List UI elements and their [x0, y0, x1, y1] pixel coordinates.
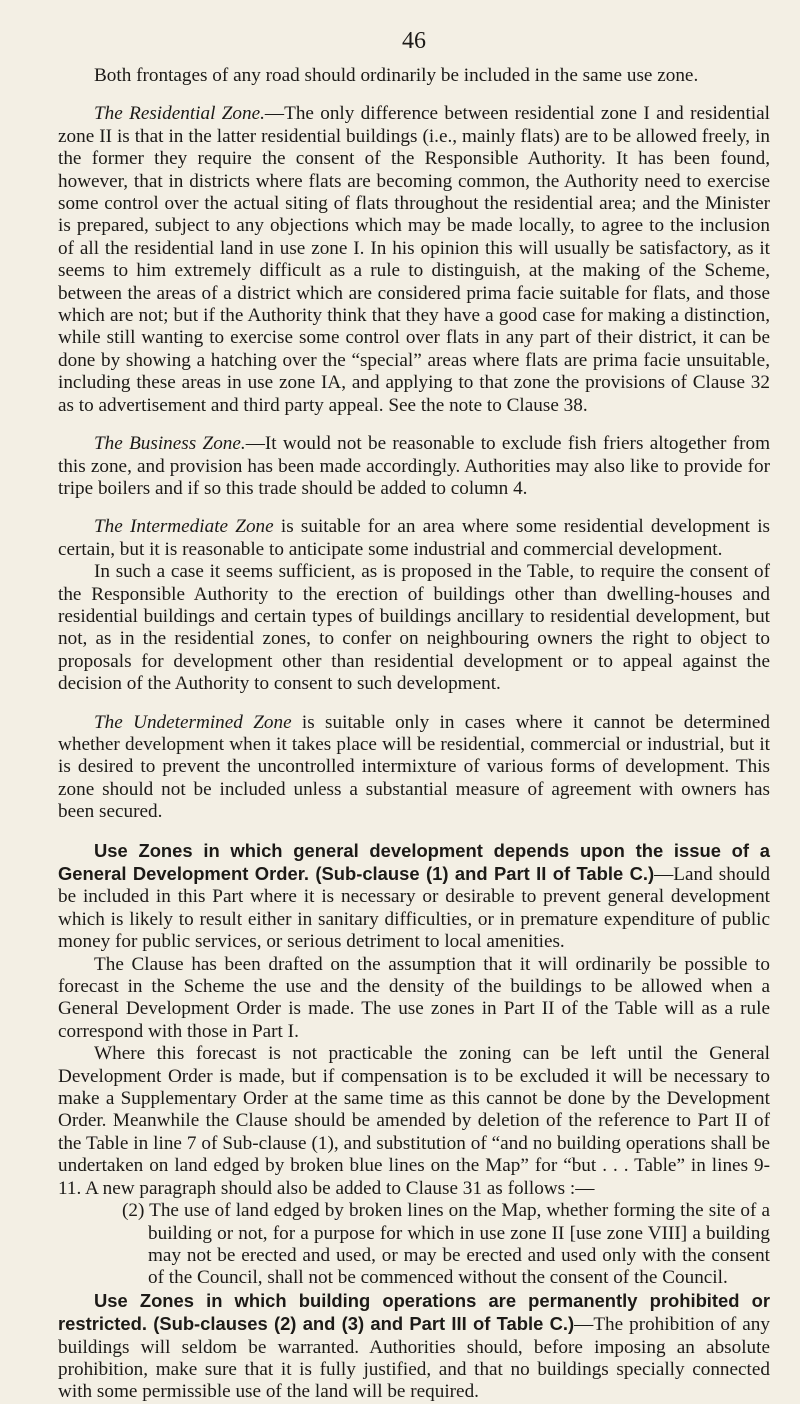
paragraph-forecast: [58, 1043, 770, 1200]
paragraph-title: The Undetermined Zone: [94, 711, 292, 733]
paragraph-title: The Residential Zone.: [94, 103, 265, 125]
paragraph-text: Where this forecast is not practicable the zoning can be left until the General Development Order is made, but if compensation is to be excluded it will be necessary to make a Supplementary Order at the same time as this cannot be done by the Development Order. Meanwhile the Clause should be amended by deletion of the reference to Part II of the Table in line 7 of Sub-clause (1), and substitution of “and no building operations shall be undertaken on land edged by broken blue lines on the Map” for “but . . . Table” in lines 9-11. A new paragraph should also be added to Clause 31 as follows :—: [58, 1043, 770, 1199]
paragraph-intermediate-continued: [58, 561, 770, 695]
paragraph-text: The Clause has been drafted on the assumption that it will ordinarily be possible to forecast in the Scheme the use and the density of the buildings to be allowed when a General Development Order is made. The use zones in Part II of the Table will as a rule correspond with those in Part I.: [58, 953, 770, 1042]
paragraph-prohibited-zones: [58, 1290, 770, 1404]
paragraph-text: is suitable only in cases where it cannot be determined whether development when it takes place will be residential, commercial or industrial, but it is desired to prevent the uncontrolled intermixture of various forms of development. This zone should not be included unless a substantial measure of agreement with owners has been secured.: [58, 711, 770, 823]
paragraph-clause-assumption: [58, 954, 770, 1044]
paragraph-text: In such a case it seems sufficient, as is proposed in the Table, to require the consent of the Responsible Authority to the erection of buildings other than dwelling-houses and residential buildings and certain types of buildings ancillary to residential development, but not, as in the residential zones, to confer on neighbouring owners the right to object to proposals for development other than residential development or to appeal against the decision of the Authority to consent to such development.: [58, 561, 770, 695]
section-heading: Use Zones in which general development depends upon the issue of a General Development Order. (Sub-clause (1) and Part II of Table C.): [58, 839, 770, 884]
paragraph-general-development-order: [58, 840, 770, 954]
paragraph-title: The Intermediate Zone: [94, 516, 274, 538]
paragraph-sub-clause-2: [122, 1200, 770, 1290]
paragraph-text: (2) The use of land edged by broken lines on the Map, whether forming the site of a building or not, for a purpose for which in use zone II [use zone VIII] a building may not be erected and used, or may be erected and used only with the consent of the Council, shall not be commenced without the consent of the Council.: [122, 1200, 770, 1289]
page-number: 46: [402, 28, 426, 54]
paragraph-text: —It would not be reasonable to exclude fish friers altogether from this zone, and provision has been made accordingly. Authorities may also like to provide for tripe boilers and if so this trade should be added to column 4.: [58, 433, 771, 499]
paragraph-text: —The only difference between residential zone I and residential zone II is that in the latter residential buildings (i.e., mainly flats) are to be allowed freely, in the former they require the consent of the Responsible Authority. It has been found, however, that in districts where flats are becoming common, the Authority need to exercise some control over the actual siting of flats throughout the residential area; and the Minister is prepared, subject to any objections which may be made locally, to agree to the inclusion of all the residential land in use zone I. In his opinion this will usually be satisfactory, as it seems to him extremely difficult as a rule to distinguish, at the making of the Scheme, between the areas of a district which are considered prima facie suitable for flats, and those which are not; but if the Authority think that they have a good case for making a distinction, while still wanting to exercise some control over flats in any part of their district, it can be done by showing a hatching over the “special” areas where flats are prima facie unsuitable, including these areas in use zone IA, and applying to that zone the provisions of Clause 32 as to advertisement and third party appeal. See the note to Clause 38.: [58, 103, 771, 416]
paragraph-business-zone: [58, 433, 770, 500]
paragraph-text: —The prohibition of any buildings will seldom be warranted. Authorities should, before imposing an absolute prohibition, make sure that it is fully justified, and that no buildings specially connected with some permissible use of the land will be required.: [58, 1314, 770, 1403]
paragraph-text: —Land should be included in this Part where it is necessary or desirable to prevent general development which is likely to result either in sanitary difficulties, or in premature expenditure of public money for public services, or serious detriment to local amenities.: [58, 864, 770, 953]
paragraph-title: The Business Zone.: [94, 433, 246, 455]
paragraph-frontages: [58, 65, 770, 87]
paragraph-undetermined-zone: [58, 712, 770, 824]
paragraph-intermediate-zone: [58, 516, 770, 561]
paragraph-residential-zone: [58, 103, 770, 417]
paragraph-text: is suitable for an area where some residential development is certain, but it is reasonable to anticipate some industrial and commercial development.: [58, 516, 771, 560]
paragraph-text: Both frontages of any road should ordinarily be included in the same use zone.: [94, 65, 699, 86]
section-heading: Use Zones in which building operations are permanently prohibited or restricted. (Sub-clauses (2) and (3) and Part III of Table C.): [58, 1289, 770, 1335]
